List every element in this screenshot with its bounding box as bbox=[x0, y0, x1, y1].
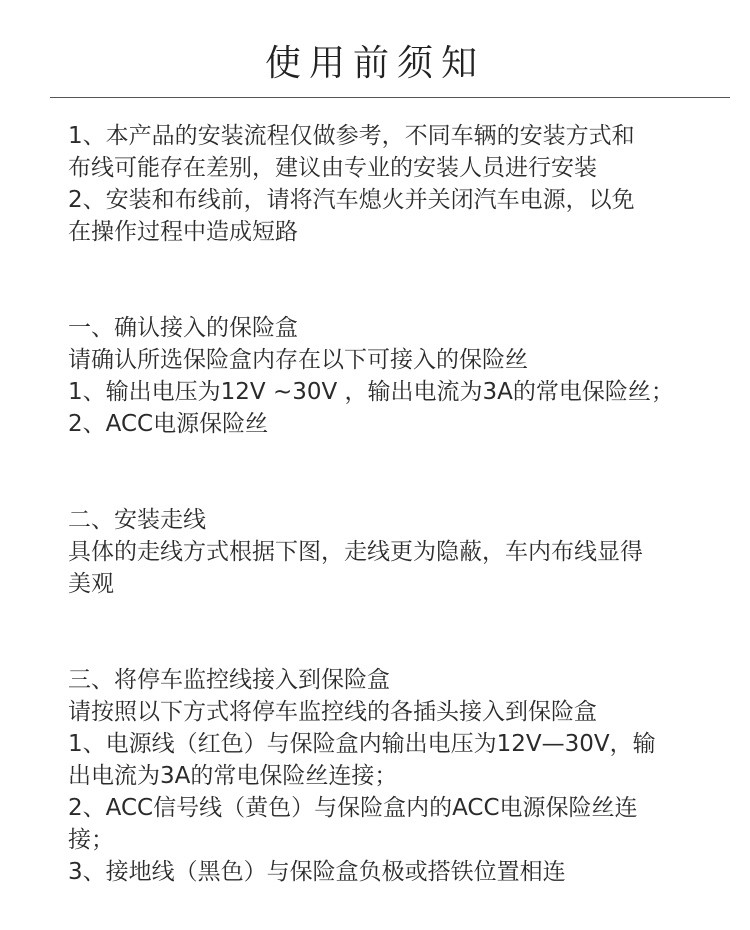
section-line: 美观 bbox=[68, 571, 114, 597]
section-line: 请确认所选保险盒内存在以下可接入的保险丝 bbox=[68, 347, 528, 373]
section-line: 接； bbox=[68, 827, 114, 853]
section-heading: 一、确认接入的保险盒 bbox=[68, 315, 298, 341]
page-title: 使用前须知 bbox=[264, 43, 485, 84]
section-line: 出电流为3A的常电保险丝连接； bbox=[68, 763, 398, 789]
section-heading: 三、将停车监控线接入到保险盒 bbox=[68, 667, 390, 693]
intro-section bbox=[68, 120, 718, 248]
section-line: 1、电源线（红色）与保险盒内输出电压为12V—30V，输 bbox=[68, 731, 656, 757]
section-line: 3、接地线（黑色）与保险盒负极或搭铁位置相连 bbox=[68, 859, 566, 885]
intro-line: 1、本产品的安装流程仅做参考，不同车辆的安装方式和 bbox=[68, 123, 635, 149]
notice-content bbox=[68, 120, 718, 888]
section-line: 具体的走线方式根据下图，走线更为隐蔽，车内布线显得 bbox=[68, 539, 643, 565]
section-connect-monitor-wire bbox=[68, 664, 718, 888]
section-line: 2、ACC信号线（黄色）与保险盒内的ACC电源保险丝连 bbox=[68, 795, 638, 821]
section-line: 1、输出电压为12V ~30V ，输出电流为3A的常电保险丝； bbox=[68, 379, 674, 405]
intro-line: 在操作过程中造成短路 bbox=[68, 219, 298, 245]
intro-line: 布线可能存在差别，建议由专业的安装人员进行安装 bbox=[68, 155, 597, 181]
section-confirm-fuse-box bbox=[68, 312, 718, 440]
section-install-wiring bbox=[68, 504, 718, 600]
intro-line: 2、安装和布线前，请将汽车熄火并关闭汽车电源，以免 bbox=[68, 187, 635, 213]
section-line: 请按照以下方式将停车监控线的各插头接入到保险盒 bbox=[68, 699, 597, 725]
title-divider bbox=[50, 97, 730, 98]
section-heading: 二、安装走线 bbox=[68, 507, 206, 533]
section-line: 2、ACC电源保险丝 bbox=[68, 411, 269, 437]
